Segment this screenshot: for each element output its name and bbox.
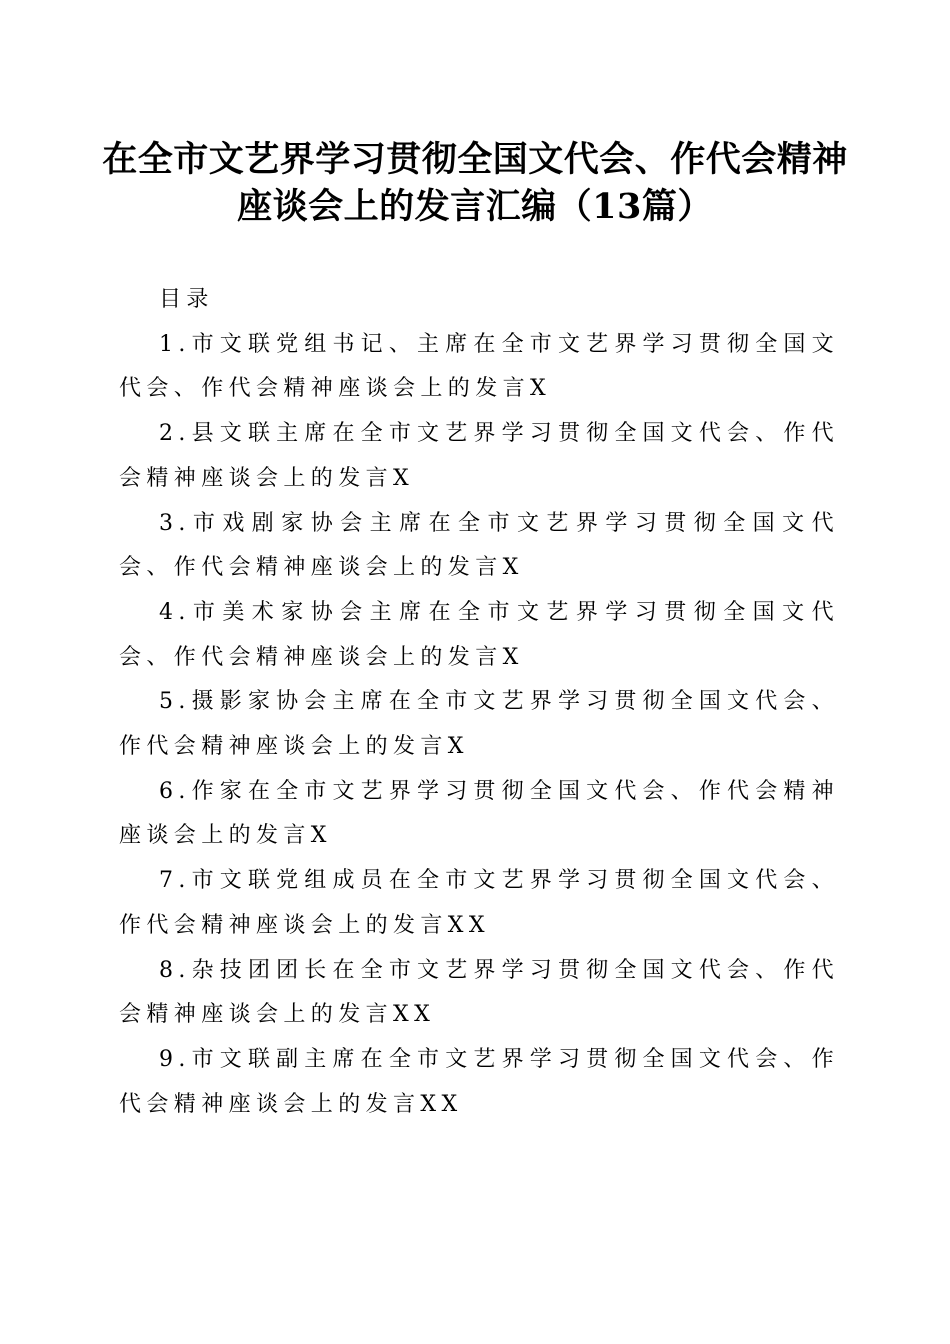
toc-item: 5.摄影家协会主席在全市文艺界学习贯彻全国文代会、作代会精神座谈会上的发言X bbox=[119, 689, 839, 760]
toc-item: 4.市美术家协会主席在全市文艺界学习贯彻全国文代会、作代会精神座谈会上的发言X bbox=[119, 599, 839, 670]
toc-item: 9.市文联副主席在全市文艺界学习贯彻全国文代会、作代会精神座谈会上的发言XX bbox=[119, 1046, 839, 1117]
toc-list bbox=[119, 323, 839, 1128]
toc-item: 1.市文联党组书记、主席在全市文艺界学习贯彻全国文代会、作代会精神座谈会上的发言X bbox=[119, 331, 839, 402]
toc-item: 3.市戏剧家协会主席在全市文艺界学习贯彻全国文代会、作代会精神座谈会上的发言X bbox=[119, 510, 839, 581]
toc-item: 8.杂技团团长在全市文艺界学习贯彻全国文代会、作代会精神座谈会上的发言XX bbox=[119, 957, 839, 1028]
toc-heading: 目录 bbox=[159, 287, 214, 312]
toc-item: 2.县文联主席在全市文艺界学习贯彻全国文代会、作代会精神座谈会上的发言X bbox=[119, 421, 839, 491]
table-of-contents bbox=[119, 278, 839, 1127]
toc-item: 6.作家在全市文艺界学习贯彻全国文代会、作代会精神座谈会上的发言X bbox=[119, 778, 839, 849]
document-title: 在全市文艺界学习贯彻全国文代会、作代会精神座谈会上的发言汇编（13篇） bbox=[102, 139, 848, 227]
toc-item: 7.市文联党组成员在全市文艺界学习贯彻全国文代会、作代会精神座谈会上的发言XX bbox=[119, 868, 839, 938]
